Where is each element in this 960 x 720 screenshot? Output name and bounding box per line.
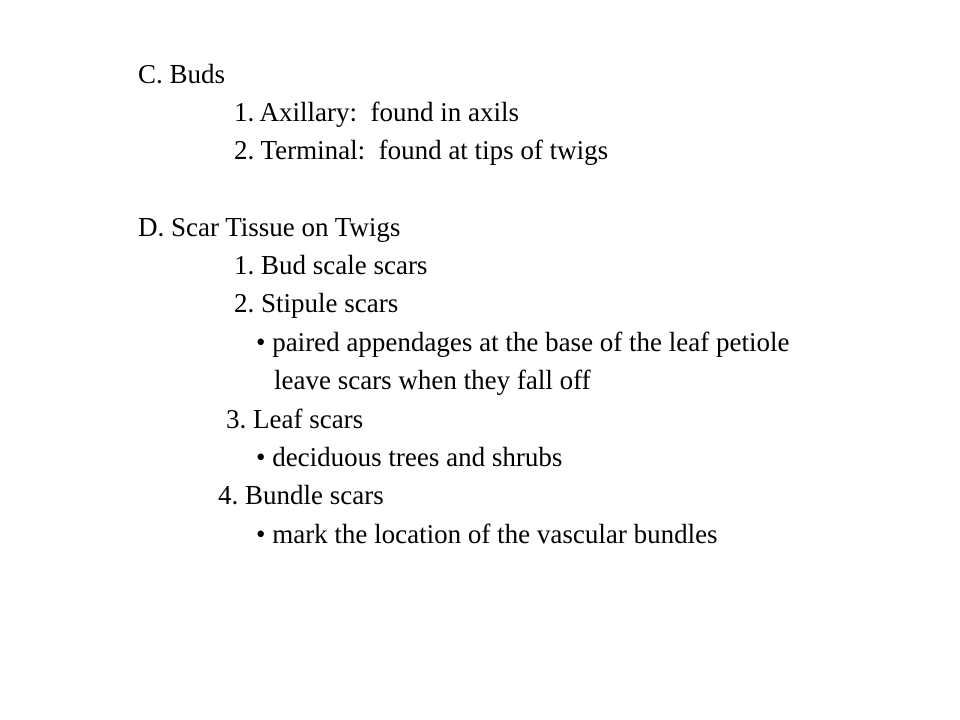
leaf-scars-item: 3. Leaf scars [226, 404, 364, 434]
bundle-scars-bullet: • mark the location of the vascular bundles [256, 519, 718, 549]
bud-scale-scars-item: 1. Bud scale scars [234, 250, 428, 280]
bundle-scars-item: 4. Bundle scars [218, 480, 384, 510]
leaf-scars-bullet: • deciduous trees and shrubs [256, 442, 563, 472]
stipule-scars-bullet-line1: • paired appendages at the base of the leaf petiole [256, 327, 790, 357]
terminal-bud-item: 2. Terminal: found at tips of twigs [234, 135, 609, 165]
axillary-bud-item: 1. Axillary: found in axils [234, 97, 519, 127]
stipule-scars-item: 2. Stipule scars [234, 288, 399, 318]
section-c-heading: C. Buds [138, 59, 226, 89]
stipule-scars-bullet-line2: leave scars when they fall off [274, 365, 591, 395]
section-d-heading: D. Scar Tissue on Twigs [138, 212, 401, 242]
